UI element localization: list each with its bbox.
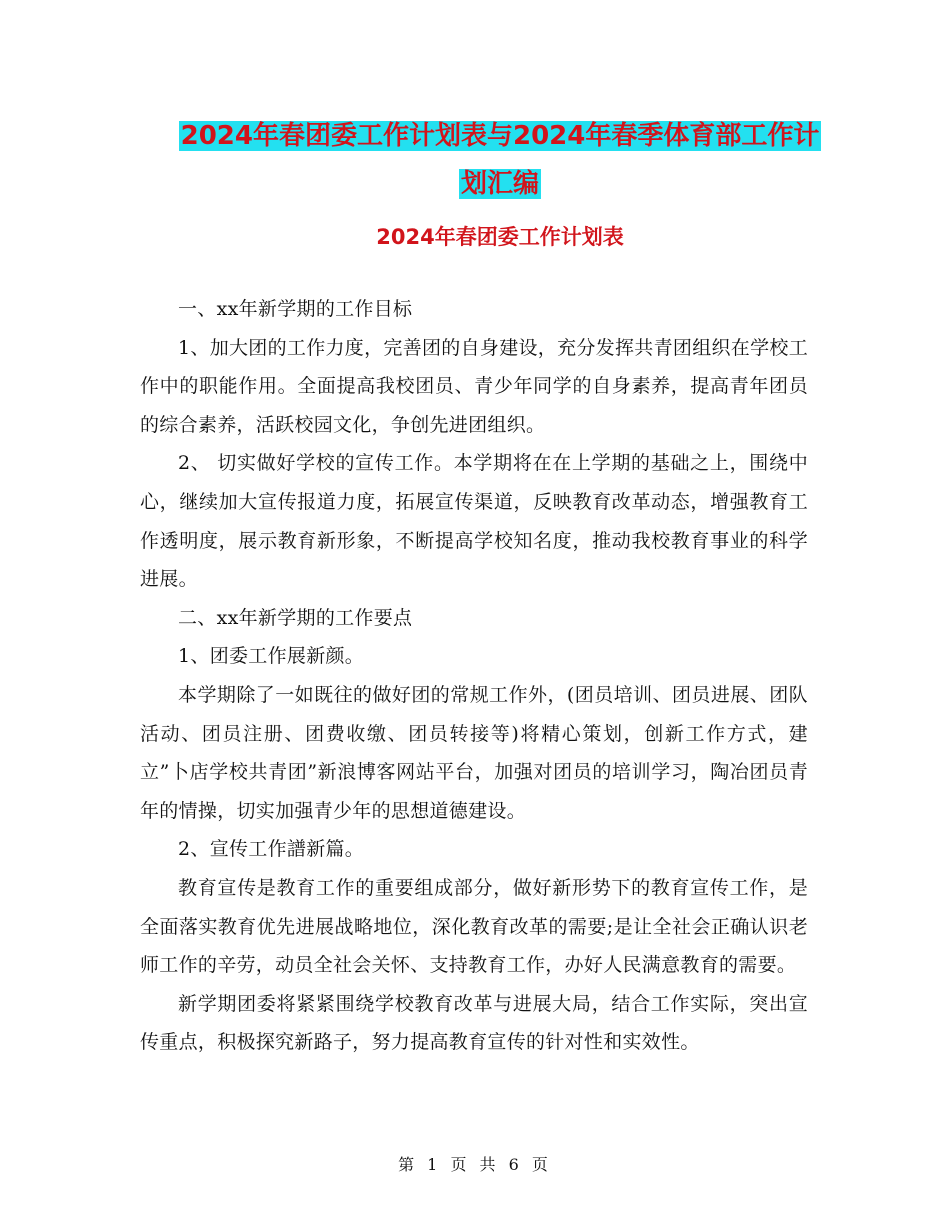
page-footer: 第 1 页 共 6 页 <box>398 1155 552 1174</box>
document-title-line2: 划汇编 <box>460 169 539 199</box>
paragraph: 1、团委工作展新颜。 <box>178 645 365 668</box>
document-title <box>140 112 860 208</box>
section-title: 2024年春团委工作计划表 <box>376 225 624 249</box>
paragraph: 1、加大团的工作力度，完善团的自身建设，充分发挥共青团组织在学校工作中的职能作用。全面提高我校团员、青少年同学的自身素养，提高青年团员的综合素养，活跃校园文化，争创先进团组织。 <box>140 336 808 436</box>
paragraph: 本学期除了一如既往的做好团的常规工作外，(团员培训、团员进展、团队活动、团员注册、团费收缴、团员转接等)将精心策划，创新工作方式，建立”卜店学校共青团”新浪博客网站平台，加强对团员的培训学习，陶冶团员青年的情操，切实加强青少年的思想道德建设。 <box>140 683 808 822</box>
paragraph: 一、xx年新学期的工作目标 <box>178 298 413 320</box>
document-body <box>140 290 808 1062</box>
document-title-line1: 2024年春团委工作计划表与2024年春季体育部工作计 <box>180 121 820 151</box>
paragraph: 2、宣传工作譜新篇。 <box>178 838 365 861</box>
paragraph: 2、 切实做好学校的宣传工作。本学期将在在上学期的基础之上，围绕中心，继续加大宣传报道力度，拓展宣传渠道，反映教育改革动态，增强教育工作透明度，展示教育新形象，不断提高学校知名度，推动我校教育事业的科学进展。 <box>140 452 808 591</box>
paragraph: 二、xx年新学期的工作要点 <box>178 606 413 629</box>
paragraph: 新学期团委将紧紧围绕学校教育改革与进展大局，结合工作实际，突出宣传重点，积极探究新路子，努力提高教育宣传的针对性和实效性。 <box>140 992 808 1054</box>
paragraph: 教育宣传是教育工作的重要组成部分，做好新形势下的教育宣传工作，是全面落实教育优先进展战略地位，深化教育改革的需要;是让全社会正确认识老师工作的辛劳，动员全社会关怀、支持教育工作，办好人民满意教育的需要。 <box>140 876 808 977</box>
